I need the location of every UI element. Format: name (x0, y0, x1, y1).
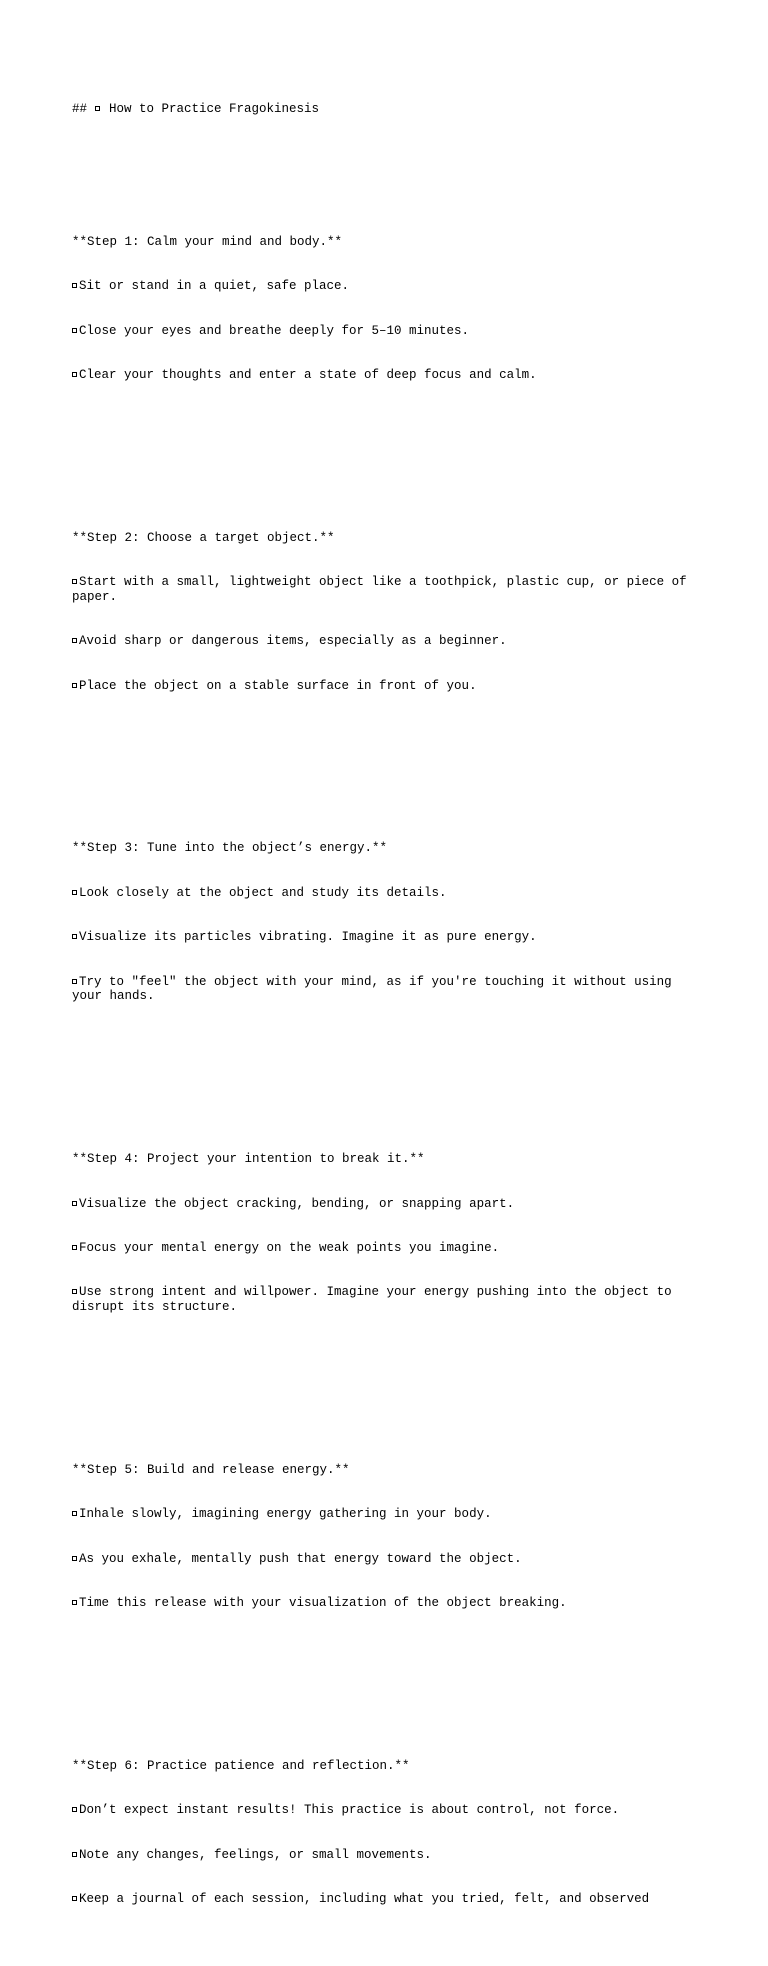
blank-line (72, 1345, 702, 1360)
list-item (72, 975, 702, 1005)
list-item (72, 1892, 702, 1907)
blank-line (72, 1034, 702, 1049)
bullet-icon (72, 1201, 77, 1206)
list-item (72, 679, 702, 694)
list-item (72, 930, 702, 945)
list-item-text: Avoid sharp or dangerous items, especially as a beginner. (79, 634, 507, 649)
list-item (72, 575, 702, 605)
blank-line (72, 146, 702, 161)
bullet-icon (72, 1807, 77, 1812)
list-item-text: Look closely at the object and study its details. (79, 885, 447, 900)
list-item-text: Use strong intent and willpower. Imagine your energy pushing into the object to disrupt its structure. (72, 1285, 680, 1315)
document-text (72, 72, 702, 1966)
bullet-icon (72, 934, 77, 939)
blank-line (72, 412, 702, 427)
bullet-icon (72, 372, 77, 377)
list-item (72, 886, 702, 901)
bullet-icon (72, 979, 77, 984)
bullet-icon (72, 283, 77, 288)
bullet-icon (72, 890, 77, 895)
list-item (72, 634, 702, 649)
list-item-text: As you exhale, mentally push that energy toward the object. (79, 1551, 522, 1566)
list-item (72, 1803, 702, 1818)
list-item-text: Place the object on a stable surface in front of you. (79, 678, 477, 693)
step-title: **Step 4: Project your intention to break it.** (72, 1152, 425, 1167)
list-item (72, 1552, 702, 1567)
bullet-icon (72, 1852, 77, 1857)
bullet-icon (72, 1511, 77, 1516)
step-title: **Step 2: Choose a target object.** (72, 530, 335, 545)
list-item-text: Keep a journal of each session, including what you tried, felt, and observed (79, 1892, 650, 1907)
list-item-text: Sit or stand in a quiet, safe place. (79, 279, 350, 294)
bullet-icon (72, 579, 77, 584)
bullet-icon (72, 328, 77, 333)
list-item-text: Time this release with your visualization of the object breaking. (79, 1596, 567, 1611)
bullet-icon (72, 683, 77, 688)
bullet-icon (72, 638, 77, 643)
bullet-icon (72, 1896, 77, 1901)
list-item (72, 1596, 702, 1611)
step-section (72, 501, 702, 767)
bullet-icon (72, 1556, 77, 1561)
page-title (72, 102, 702, 117)
step-section (72, 205, 702, 457)
list-item-text: Visualize the object cracking, bending, or snapping apart. (79, 1196, 515, 1211)
bullet-icon (72, 1289, 77, 1294)
list-item-text: Visualize its particles vibrating. Imagine it as pure energy. (79, 930, 537, 945)
list-item-text: Clear your thoughts and enter a state of deep focus and calm. (79, 367, 537, 382)
list-item-text: Close your eyes and breathe deeply for 5–10 minutes. (79, 323, 470, 338)
step-section (72, 1433, 702, 1685)
step-title: **Step 3: Tune into the object’s energy.** (72, 841, 388, 856)
step-title: **Step 5: Build and release energy.** (72, 1462, 350, 1477)
blank-line (72, 723, 702, 738)
step-section (72, 1123, 702, 1389)
step-title: **Step 1: Calm your mind and body.** (72, 234, 343, 249)
list-item (72, 1285, 702, 1315)
list-item-text: Start with a small, lightweight object like a toothpick, plastic cup, or piece of paper. (72, 575, 695, 604)
list-item (72, 1241, 702, 1256)
list-item (72, 1507, 702, 1522)
bullet-icon (72, 1600, 77, 1605)
bullet-icon (72, 1245, 77, 1250)
missing-glyph-icon (95, 106, 100, 111)
list-item-text: Don’t expect instant results! This practice is about control, not force. (79, 1803, 620, 1818)
list-item-text: Focus your mental energy on the weak points you imagine. (79, 1240, 500, 1255)
heading-text: How to Practice Fragokinesis (101, 101, 320, 116)
list-item (72, 324, 702, 339)
step-section (72, 812, 702, 1078)
heading-marker: ## (72, 101, 95, 116)
list-item-text: Inhale slowly, imagining energy gathering in your body. (79, 1507, 492, 1522)
list-item-text: Note any changes, feelings, or small movements. (79, 1847, 432, 1862)
list-item (72, 1848, 702, 1863)
list-item-text: Try to "feel" the object with your mind, as if you're touching it without using your hands. (72, 974, 680, 1004)
list-item (72, 279, 702, 294)
step-title: **Step 6: Practice patience and reflection.** (72, 1758, 410, 1773)
list-item (72, 1197, 702, 1212)
blank-line (72, 1640, 702, 1655)
step-section (72, 1729, 702, 1936)
list-item (72, 368, 702, 383)
